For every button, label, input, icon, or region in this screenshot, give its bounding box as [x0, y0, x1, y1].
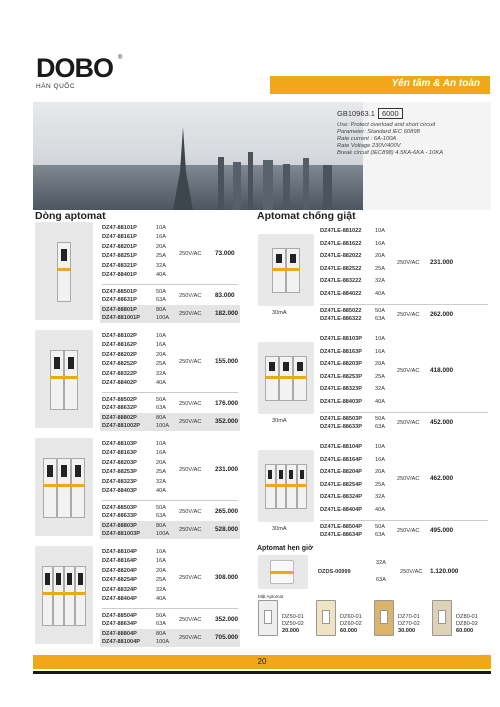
ampere-value: 32A [156, 478, 166, 485]
model-code: DZ47LE-885022 [320, 308, 362, 314]
timer-amp: 32A [376, 560, 386, 566]
model-code: DZ47-881004P [102, 639, 140, 645]
breaker-switch [269, 362, 275, 371]
timer-price: 1.120.000 [430, 568, 459, 575]
voltage: 250V/AC [179, 419, 202, 425]
voltage: 250V/AC [397, 260, 420, 266]
accessory-code: DZ50-02 [282, 621, 304, 627]
ampere-value: 25A [375, 373, 385, 380]
breaker-switch [54, 357, 60, 369]
breaker-switch [75, 465, 81, 477]
model-code: DZ47-88251P [102, 253, 137, 260]
logo-subtitle: HÀN QUỐC [36, 83, 76, 90]
ampere-value: 40A [156, 596, 166, 602]
voltage: 250V/AC [397, 368, 420, 374]
voltage: 250V/AC [397, 420, 420, 426]
row-divider [320, 304, 488, 305]
model-code: DZ47-88632P [102, 405, 137, 411]
accessory-code: DZ60-02 [340, 621, 362, 627]
voltage: 250V/AC [179, 311, 202, 317]
voltage: 250V/AC [179, 359, 202, 365]
accessory-code: DZ50-01 [282, 614, 304, 620]
model-code: DZ47LE-88503P [320, 416, 362, 422]
model-code: DZ47LE-88504P [320, 524, 362, 530]
ampere-value: 80A [156, 307, 166, 313]
model-code: DZ47-88633P [102, 513, 137, 519]
price: 73.000 [215, 250, 235, 257]
ampere-value: 25A [156, 253, 166, 260]
voltage: 250V/AC [179, 401, 202, 407]
breaker-switch [279, 470, 283, 479]
ampere-value: 50A [375, 524, 385, 530]
model-code: DZ47LE-882522 [320, 265, 362, 272]
ampere-value: 10A [375, 336, 385, 342]
breaker-label [279, 376, 293, 379]
ampere-value: 10A [156, 225, 166, 231]
voltage: 250V/AC [397, 312, 420, 318]
ampere-value: 40A [375, 506, 385, 513]
breaker-label [64, 376, 78, 379]
voltage: 250V/AC [179, 635, 202, 641]
accessory-code: DZ70-01 [398, 614, 420, 620]
model-code: DZ47-88164P [102, 558, 137, 565]
model-code: DZ47LE-88254P [320, 481, 362, 488]
ampere-value: 80A [156, 415, 166, 421]
model-code: DZ47-88504P [102, 613, 137, 619]
breaker-label [297, 484, 308, 487]
spec-line: Break circuit (IEC898) 4.5KA-6KA - 10KA [337, 150, 444, 156]
ampere-value: 50A [156, 289, 166, 295]
accessory-code: DZ70-02 [398, 621, 420, 627]
price: 705.000 [215, 634, 239, 641]
voltage: 250V/AC [179, 527, 202, 533]
sensitivity: 30mA [272, 310, 287, 316]
timer-amp: 63A [376, 577, 386, 583]
model-code: DZ47LE-88324P [320, 494, 362, 500]
model-code: DZ47-88502P [102, 397, 137, 403]
breaker-switch [61, 465, 67, 477]
ampere-value: 10A [375, 228, 385, 234]
ampere-value: 16A [156, 558, 166, 565]
timer-image [258, 555, 308, 589]
model-code: DZ47LE-88634P [320, 532, 362, 538]
model-code: DZ47-88802P [102, 415, 137, 421]
ampere-value: 20A [375, 469, 385, 475]
accessory-price: 30.000 [398, 628, 416, 634]
logo-reg: ® [118, 55, 123, 61]
model-code: DZ47-88631P [102, 297, 137, 303]
breaker-switch [67, 573, 71, 585]
price: 231.000 [430, 259, 454, 266]
ampere-value: 16A [156, 450, 166, 457]
model-code: DZ47LE-88403P [320, 398, 362, 405]
ampere-value: 10A [375, 444, 385, 450]
breaker-label [53, 592, 64, 595]
ampere-value: 32A [375, 386, 385, 392]
voltage: 250V/AC [397, 476, 420, 482]
price: 176.000 [215, 400, 239, 407]
model-code: DZ47-88402P [102, 380, 137, 386]
model-code: DZ47-88801P [102, 307, 137, 313]
price: 155.000 [215, 358, 239, 365]
model-code: DZ47-88254P [102, 577, 137, 584]
timer-voltage: 250V/AC [400, 569, 423, 575]
price: 308.000 [215, 574, 239, 581]
ampere-value: 32A [375, 278, 385, 284]
voltage: 250V/AC [179, 467, 202, 473]
breaker-switch [61, 249, 67, 261]
breaker-switch [297, 362, 303, 371]
model-code: DZ47-88253P [102, 469, 137, 476]
breaker-label [286, 484, 297, 487]
row-divider [102, 608, 238, 609]
accessory-code: DZ60-01 [340, 614, 362, 620]
ampere-value: 25A [156, 577, 166, 584]
row-divider [320, 520, 488, 521]
timer-code: DZDS-00999 [318, 569, 351, 575]
breaker-label [265, 376, 279, 379]
ampere-value: 100A [156, 639, 170, 645]
price: 182.000 [215, 310, 239, 317]
price: 352.000 [215, 418, 239, 425]
model-code: DZ47-88252P [102, 361, 137, 368]
accessory-code: DZ80-02 [456, 621, 478, 627]
gb-number: GB10963.1 [337, 109, 375, 118]
timer-title: Aptomat hẹn giờ [257, 545, 313, 552]
model-code: DZ47LE-88323P [320, 386, 362, 392]
breaker-switch [276, 254, 282, 263]
ampere-value: 16A [375, 348, 385, 355]
ampere-value: 25A [375, 265, 385, 272]
ampere-value: 25A [156, 361, 166, 368]
ampere-value: 63A [375, 532, 385, 538]
model-code: DZ47-88201P [102, 243, 137, 250]
model-code: DZ47-881002P [102, 423, 140, 429]
brand-logo [36, 55, 126, 95]
model-code: DZ47-88323P [102, 478, 137, 485]
gb-box: 6000 [378, 108, 403, 119]
breaker-label [286, 268, 300, 271]
breaker-label [43, 484, 57, 487]
page-number: 20 [257, 657, 267, 666]
slogan-bar [270, 76, 490, 94]
breaker-switch [268, 470, 272, 479]
ampere-value: 40A [156, 380, 166, 386]
breaker-switch [283, 362, 289, 371]
model-code: DZ47-88203P [102, 459, 137, 466]
breaker-switch [78, 573, 82, 585]
model-code: DZ47-88503P [102, 505, 137, 511]
ampere-value: 63A [375, 316, 385, 322]
model-code: DZ47-88404P [102, 596, 137, 602]
breaker-switch [45, 573, 49, 585]
spec-list [337, 122, 487, 157]
ampere-value: 10A [156, 333, 166, 339]
ampere-value: 50A [156, 505, 166, 511]
voltage: 250V/AC [179, 617, 202, 623]
voltage: 250V/AC [397, 528, 420, 534]
spec-line: Rate current : 6A-100A [337, 136, 397, 142]
standard-code [337, 108, 403, 119]
model-code: DZ47-88204P [102, 567, 137, 574]
model-code: DZ47-88401P [102, 272, 137, 278]
model-code: DZ47-88321P [102, 262, 137, 269]
ampere-value: 50A [375, 308, 385, 314]
ampere-value: 100A [156, 423, 170, 429]
model-code: DZ47-88161P [102, 234, 137, 241]
model-code: DZ47-88101P [102, 225, 137, 231]
voltage: 250V/AC [179, 251, 202, 257]
breaker-label [293, 376, 307, 379]
voltage: 250V/AC [179, 575, 202, 581]
ampere-value: 25A [156, 469, 166, 476]
ampere-value: 16A [156, 342, 166, 349]
skyline-svg [33, 102, 363, 210]
model-code: DZ47-881001P [102, 315, 140, 321]
logo-text: DOBO [36, 53, 113, 83]
ampere-value: 20A [156, 459, 166, 466]
breaker-label [64, 592, 75, 595]
model-code: DZ47-88403P [102, 488, 137, 494]
ampere-value: 40A [375, 290, 385, 297]
price: 265.000 [215, 508, 239, 515]
ampere-value: 16A [375, 456, 385, 463]
ampere-value: 50A [375, 416, 385, 422]
sensitivity: 30mA [272, 418, 287, 424]
price: 418.000 [430, 367, 454, 374]
ampere-value: 63A [156, 405, 166, 411]
model-code: DZ47-88162P [102, 342, 137, 349]
ampere-value: 100A [156, 531, 170, 537]
price: 231.000 [215, 466, 239, 473]
model-code: DZ47LE-88633P [320, 424, 362, 430]
ampere-value: 20A [156, 243, 166, 250]
model-code: DZ47-88104P [102, 549, 137, 555]
breaker-switch [289, 470, 293, 479]
sensitivity: 30mA [272, 526, 287, 532]
breaker-switch [300, 470, 304, 479]
price: 528.000 [215, 526, 239, 533]
ampere-value: 20A [156, 351, 166, 358]
model-code: DZ47LE-882022 [320, 253, 362, 259]
ampere-value: 40A [375, 398, 385, 405]
price: 452.000 [430, 419, 454, 426]
breaker-label [42, 592, 53, 595]
model-code: DZ47LE-88103P [320, 336, 362, 342]
model-code: DZ47LE-883222 [320, 278, 362, 284]
model-code: DZ47-88102P [102, 333, 137, 339]
breaker-label [276, 484, 287, 487]
model-code: DZ47-88202P [102, 351, 137, 358]
ampere-value: 32A [156, 586, 166, 593]
breaker-switch [47, 465, 53, 477]
model-code: DZ47LE-881622 [320, 240, 362, 247]
ampere-value: 25A [375, 481, 385, 488]
model-code: DZ47-88501P [102, 289, 137, 295]
breaker-switch [68, 357, 74, 369]
ampere-value: 16A [156, 234, 166, 241]
model-code: DZ47LE-884022 [320, 290, 362, 297]
ampere-value: 20A [375, 361, 385, 367]
accessory-code: DZ80-01 [456, 614, 478, 620]
price: 352.000 [215, 616, 239, 623]
model-code: DZ47LE-88163P [320, 348, 362, 355]
acc-title: Mặt Aptomat [258, 594, 284, 599]
price: 462.000 [430, 475, 454, 482]
slogan: Yên tâm & An toàn [391, 78, 480, 89]
row-divider [320, 412, 488, 413]
model-code: DZ47-88804P [102, 631, 137, 637]
model-code: DZ47-88803P [102, 523, 137, 529]
model-code: DZ47-88324P [102, 586, 137, 593]
price: 262.000 [430, 311, 454, 318]
ampere-value: 32A [156, 262, 166, 269]
left-section-title: Dòng aptomat [35, 210, 106, 222]
spec-line: Rate Voltage 230V/400V [337, 143, 401, 149]
model-code: DZ47LE-88404P [320, 506, 362, 513]
ampere-value: 80A [156, 631, 166, 637]
breaker-label [75, 592, 86, 595]
row-divider [102, 392, 238, 393]
ampere-value: 40A [156, 272, 166, 278]
right-section-title: Aptomat chống giật [257, 210, 356, 222]
ampere-value: 10A [156, 441, 166, 447]
model-code: DZ47LE-88203P [320, 361, 362, 367]
ampere-value: 63A [156, 621, 166, 627]
ampere-value: 16A [375, 240, 385, 247]
cover-slot [438, 610, 446, 624]
ampere-value: 63A [156, 297, 166, 303]
breaker-switch [56, 573, 60, 585]
bottom-rule [33, 671, 491, 674]
voltage: 250V/AC [179, 509, 202, 515]
ampere-value: 20A [375, 253, 385, 259]
breaker-label [71, 484, 85, 487]
accessory-price: 60.000 [456, 628, 474, 634]
breaker-label [265, 484, 276, 487]
model-code: DZ47-88103P [102, 441, 137, 447]
ampere-value: 32A [375, 494, 385, 500]
model-code: DZ47-88634P [102, 621, 137, 627]
ampere-value: 40A [156, 488, 166, 494]
accessory-price: 60.000 [340, 628, 358, 634]
ampere-value: 32A [156, 370, 166, 377]
cover-slot [380, 610, 388, 624]
breaker-label [272, 268, 286, 271]
model-code: DZ47LE-886322 [320, 316, 362, 322]
ampere-value: 50A [156, 397, 166, 403]
breaker-label [50, 376, 64, 379]
ampere-value: 50A [156, 613, 166, 619]
row-divider [102, 284, 238, 285]
ampere-value: 10A [156, 549, 166, 555]
accessory-price: 20.000 [282, 628, 300, 634]
cover-slot [322, 610, 330, 624]
voltage: 250V/AC [179, 293, 202, 299]
row-divider [102, 500, 238, 501]
ampere-value: 63A [156, 513, 166, 519]
footer-bar [33, 655, 491, 669]
model-code: DZ47-88322P [102, 370, 137, 377]
model-code: DZ47LE-88204P [320, 469, 362, 475]
ampere-value: 63A [375, 424, 385, 430]
breaker-label [57, 268, 71, 271]
ampere-value: 100A [156, 315, 170, 321]
breaker-label [57, 484, 71, 487]
breaker-switch [290, 254, 296, 263]
cover-slot [264, 610, 272, 624]
ampere-value: 20A [156, 567, 166, 574]
spec-line: Parameter: Standard IEC 60898 [337, 129, 420, 135]
model-code: DZ47-88163P [102, 450, 137, 457]
model-code: DZ47LE-88164P [320, 456, 362, 463]
model-code: DZ47LE-881022 [320, 228, 362, 234]
model-code: DZ47LE-88253P [320, 373, 362, 380]
ampere-value: 80A [156, 523, 166, 529]
spec-line: Use: Protect overload and short circuit [337, 122, 436, 128]
price: 495.000 [430, 527, 454, 534]
model-code: DZ47LE-88104P [320, 444, 362, 450]
model-code: DZ47-881003P [102, 531, 140, 537]
price: 83.000 [215, 292, 235, 299]
